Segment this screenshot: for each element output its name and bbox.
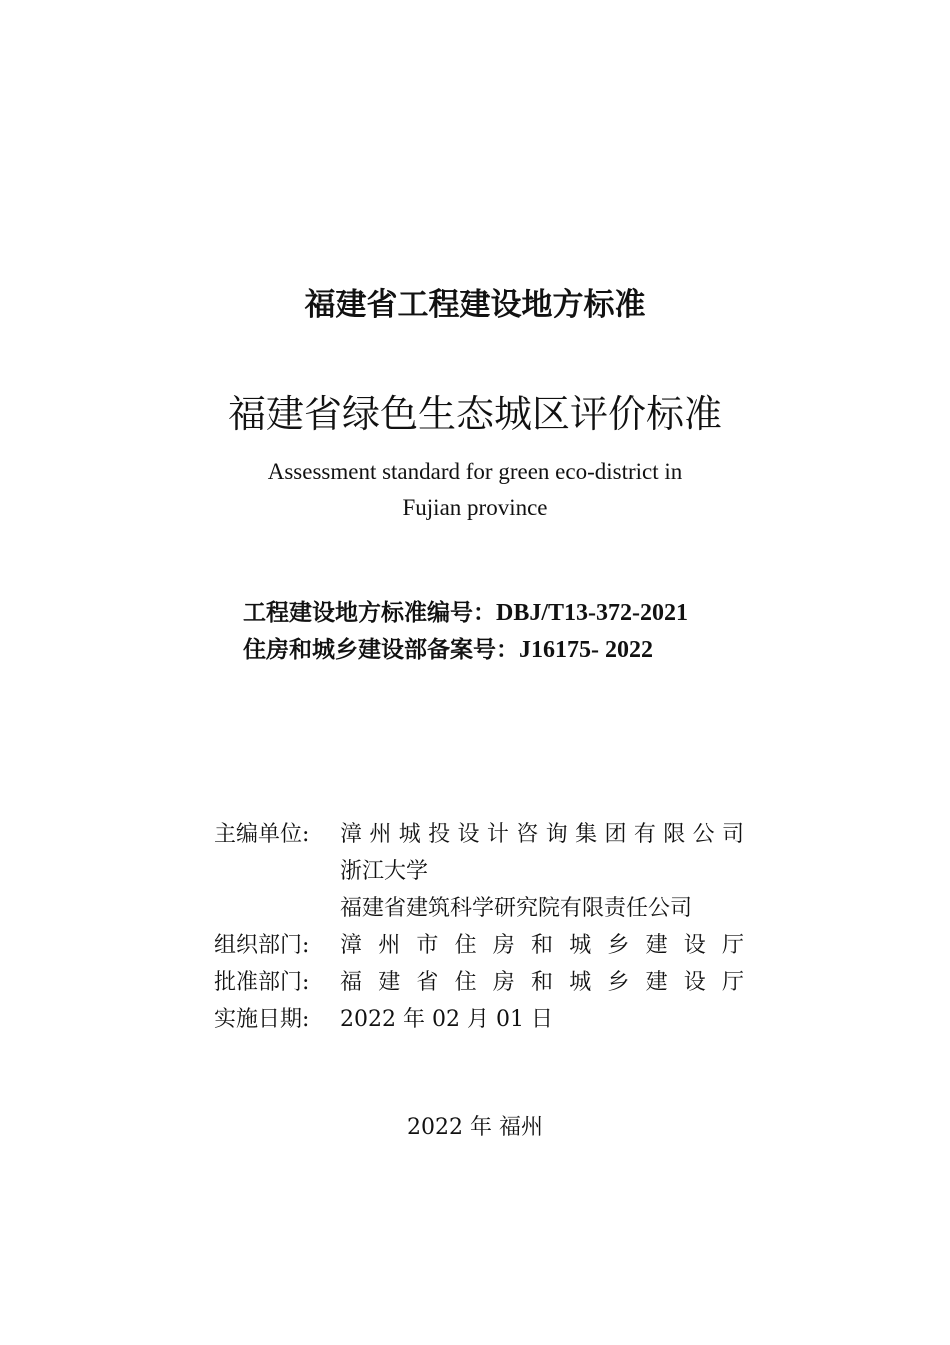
- chief-unit-value: 漳州城投设计咨询集团有限公司: [340, 822, 744, 847]
- chief-unit-row: [214, 890, 744, 927]
- series-title: 福建省工程建设地方标准: [304, 287, 646, 323]
- record-number-label: 住房和城乡建设部备案号：: [243, 637, 519, 663]
- publication-year-place: 2022 年 福州: [407, 1115, 543, 1140]
- standard-number-label: 工程建设地方标准编号：: [243, 600, 496, 626]
- record-number-row: [243, 632, 688, 669]
- standard-codes: [243, 595, 688, 669]
- title-english-line-1: Assessment standard for green eco-district in: [267, 459, 683, 484]
- organizer-value: 漳州市住房和城乡建设厅: [340, 933, 744, 958]
- effective-date-row: [214, 1001, 744, 1038]
- publication-info: [214, 816, 744, 1038]
- approver-value: 福建省住房和城乡建设厅: [340, 970, 744, 995]
- empty-label: [214, 853, 340, 890]
- standard-number-row: [243, 595, 688, 632]
- approver-label: 批准部门:: [214, 970, 310, 995]
- empty-label: [214, 890, 340, 927]
- approver-row: [214, 964, 744, 1001]
- chief-unit-row: [214, 816, 744, 853]
- effective-date-value: 2022 年 02 月 01 日: [340, 1007, 553, 1032]
- chief-unit-row: [214, 853, 744, 890]
- chief-unit-value: 福建省建筑科学研究院有限责任公司: [340, 896, 693, 921]
- effective-date-label: 实施日期:: [214, 1007, 310, 1032]
- chief-unit-label: 主编单位:: [214, 822, 310, 847]
- document-title-chinese: 福建省绿色生态城区评价标准: [227, 392, 722, 436]
- organizer-label: 组织部门:: [214, 933, 310, 958]
- title-english-line-2: Fujian province: [402, 495, 548, 520]
- chief-unit-value: 浙江大学: [340, 859, 429, 884]
- standard-number-value: DBJ/T13-372-2021: [496, 600, 688, 626]
- organizer-row: [214, 927, 744, 964]
- record-number-value: J16175- 2022: [519, 637, 653, 663]
- document-title-english: [0, 454, 950, 526]
